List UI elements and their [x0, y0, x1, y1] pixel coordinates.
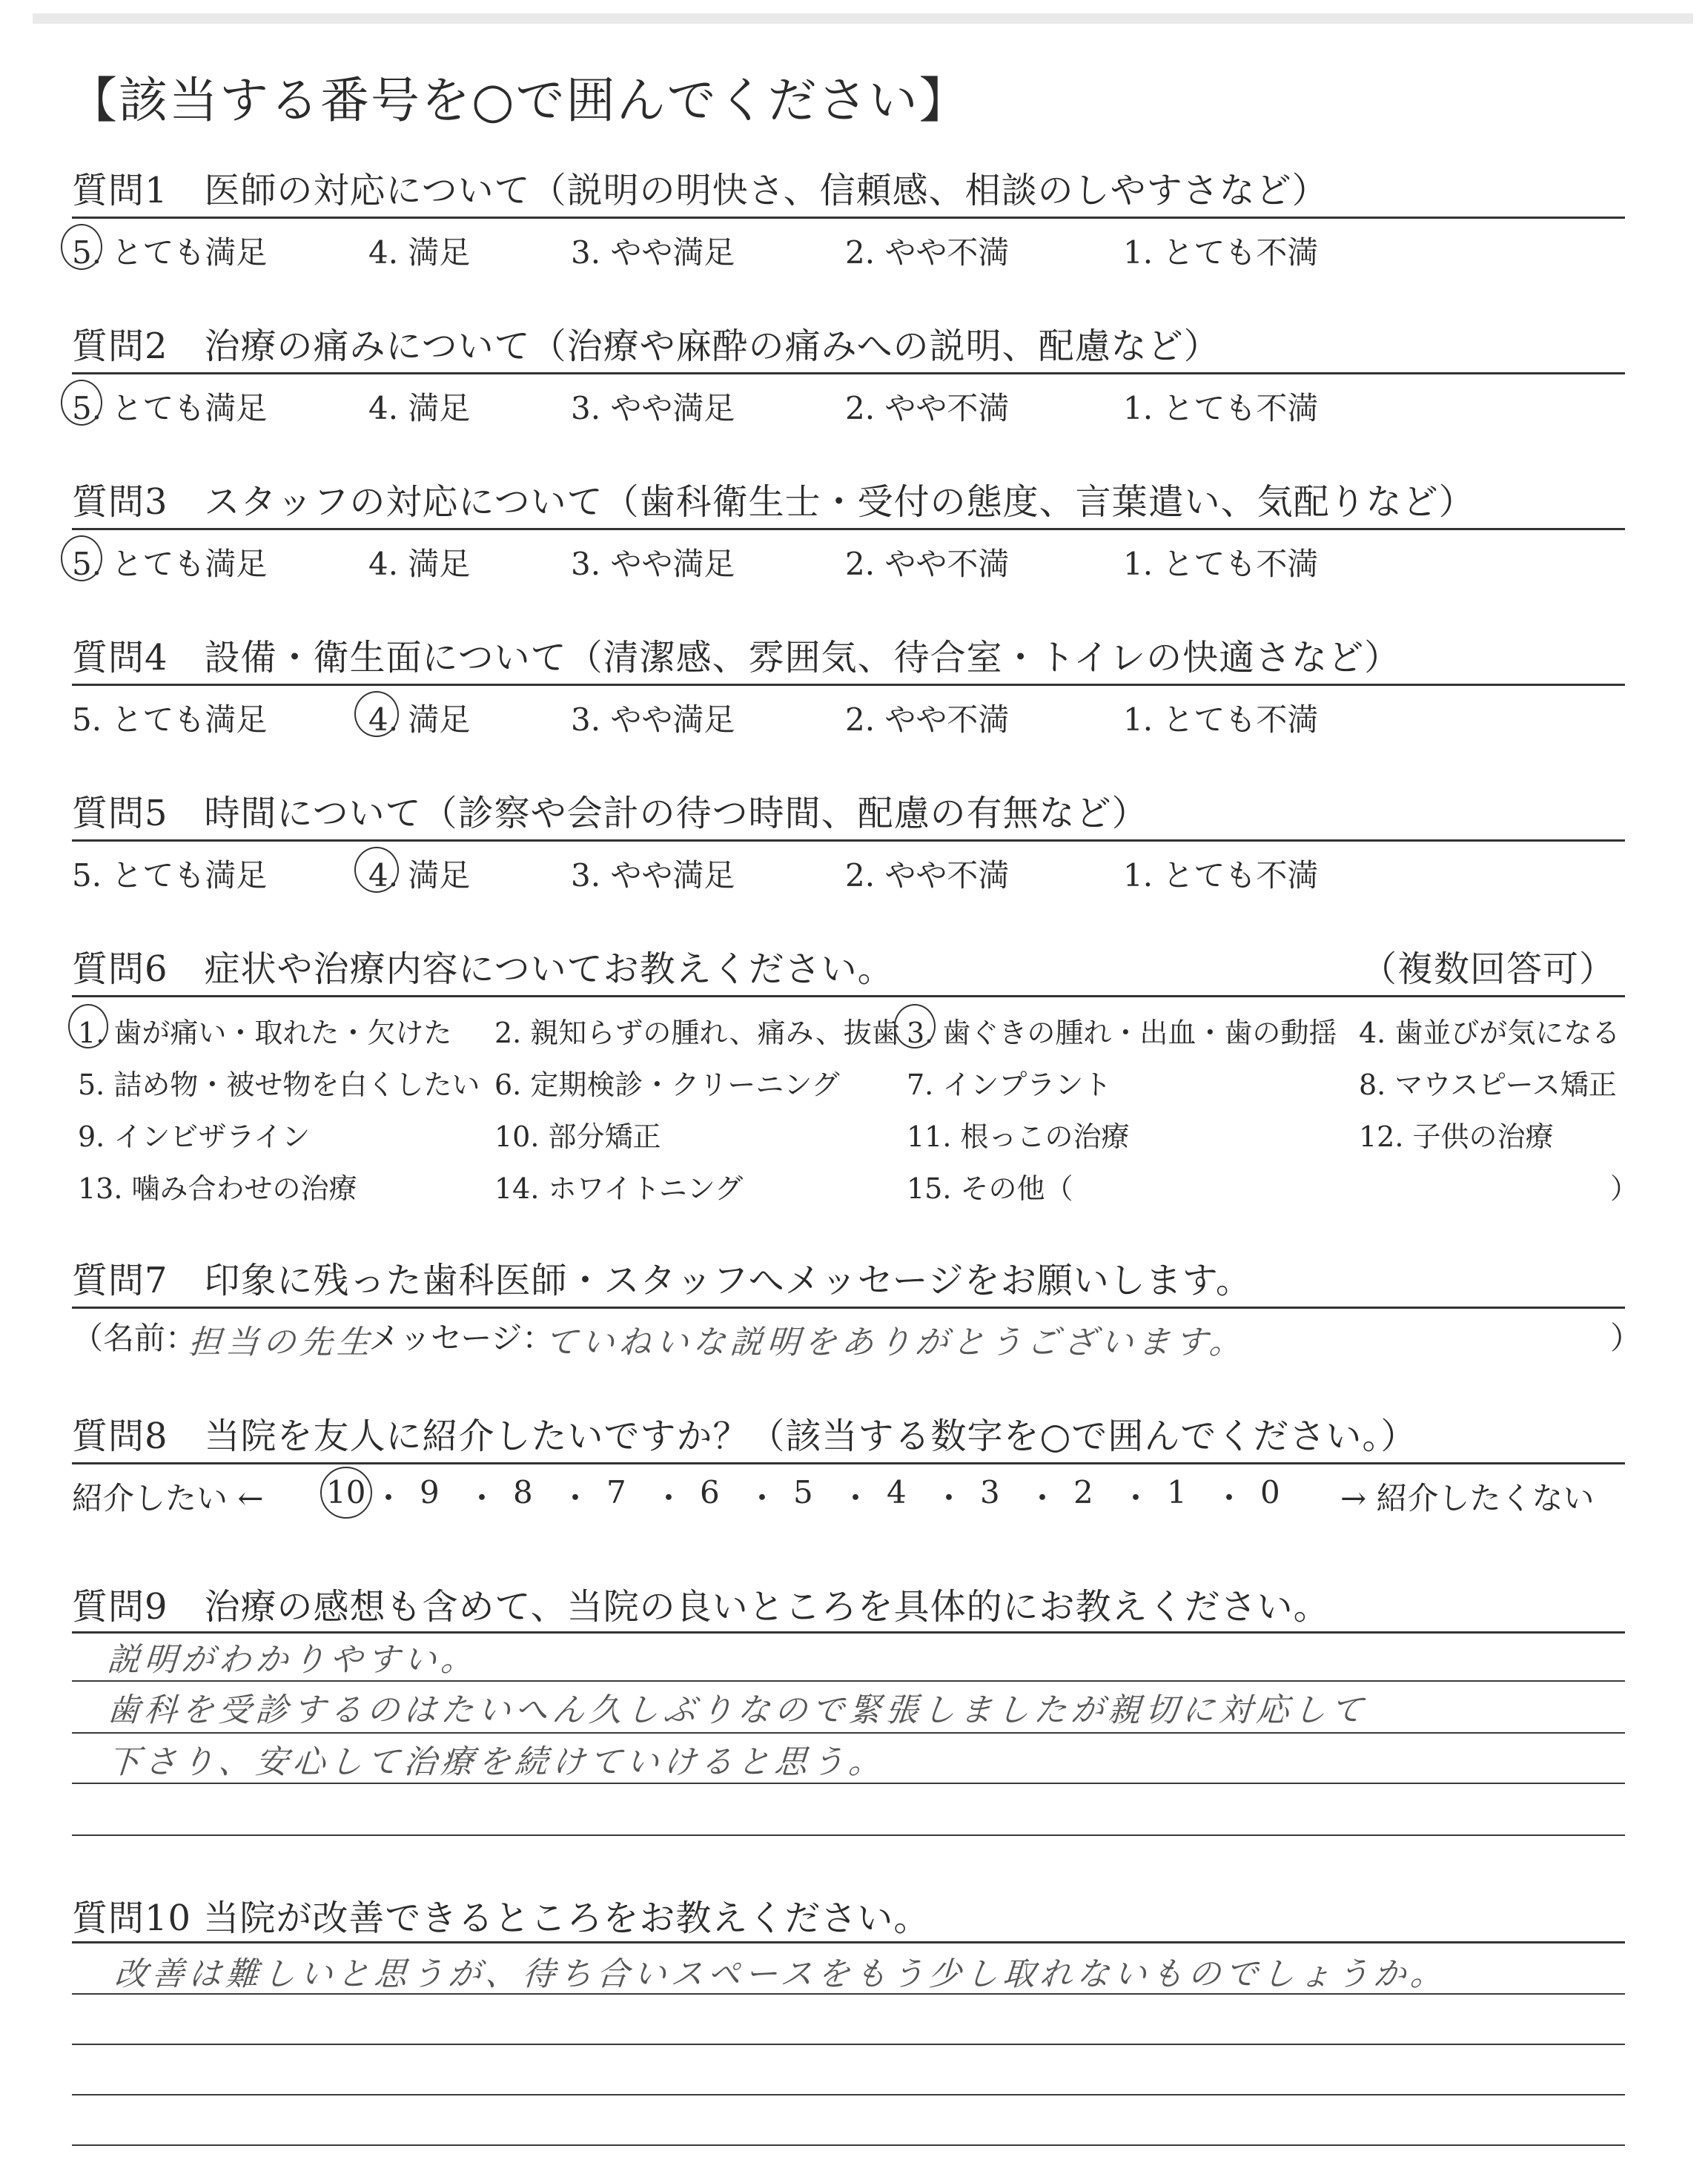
message-label: メッセージ： [368, 1320, 554, 1356]
divider [72, 1462, 1625, 1464]
scale-separator: ・ [933, 1480, 965, 1516]
scale-right-label: → 紹介したくない [1340, 1480, 1595, 1516]
scale-value-9[interactable]: 9 [420, 1474, 440, 1510]
scale-value-7[interactable]: 7 [606, 1474, 626, 1510]
divider [72, 372, 1625, 374]
scale-left-label: 紹介したい ← [72, 1480, 264, 1516]
q3-option-5[interactable]: 5. とても満足 [72, 546, 268, 582]
message-close: ） [1610, 1320, 1642, 1356]
q4-option-4[interactable]: 4. 満足 [368, 701, 471, 738]
scan-top-edge [33, 13, 1693, 24]
q2-option-5[interactable]: 5. とても満足 [72, 390, 268, 426]
q6-option-9[interactable]: 9. インビザライン [78, 1120, 311, 1153]
q3-option-2[interactable]: 2. やや不満 [845, 546, 1010, 582]
q1-option-5[interactable]: 5. とても満足 [72, 234, 268, 271]
scale-value-3[interactable]: 3 [980, 1474, 1000, 1510]
q9-answer-line-2[interactable]: 歯科を受診するのはたいへん久しぶりなので緊張しましたが親切に対応して [105, 1691, 1369, 1729]
scale-value-2[interactable]: 2 [1073, 1474, 1093, 1510]
divider [72, 1307, 1625, 1309]
question-4-label: 質問4 設備・衛生面について（清潔感、雰囲気、待合室・トイレの快適さなど） [72, 637, 1401, 678]
scale-separator: ・ [1214, 1480, 1245, 1516]
q5-option-2[interactable]: 2. やや不満 [845, 857, 1010, 894]
q6-option-13[interactable]: 13. 噛み合わせの治療 [78, 1172, 357, 1205]
question-6-label: 質問6 症状や治療内容についてお教えください。 [72, 948, 894, 990]
selection-circle [61, 380, 102, 426]
q1-option-4[interactable]: 4. 満足 [368, 234, 471, 271]
scale-separator: ・ [373, 1480, 405, 1516]
q6-option-2[interactable]: 2. 親知らずの腫れ、痛み、抜歯 [494, 1017, 900, 1049]
question-1-label: 質問1 医師の対応について（説明の明快さ、信頼感、相談のしやすさなど） [72, 170, 1328, 211]
divider [72, 217, 1625, 219]
q4-option-3[interactable]: 3. やや満足 [571, 701, 735, 738]
q6-option-12[interactable]: 12. 子供の治療 [1359, 1120, 1554, 1153]
q10-answer-line-1[interactable]: 改善は難しいと思うが、待ち合いスペースをもう少し取れないものでしょうか。 [113, 1955, 1449, 1993]
name-label: （名前： [72, 1320, 197, 1356]
q6-option-14[interactable]: 14. ホワイトニング [494, 1172, 744, 1205]
q6-option-8[interactable]: 8. マウスピース矯正 [1359, 1069, 1617, 1101]
selection-circle [354, 847, 399, 893]
q2-option-1[interactable]: 1. とても不満 [1123, 390, 1319, 426]
selection-circle [68, 1004, 108, 1048]
scale-separator: ・ [466, 1480, 498, 1516]
selection-circle [61, 535, 102, 581]
scale-value-6[interactable]: 6 [700, 1474, 720, 1510]
answer-line [72, 1834, 1625, 1836]
q6-option-11[interactable]: 11. 根っこの治療 [907, 1120, 1130, 1153]
divider [72, 839, 1625, 842]
q9-answer-line-3[interactable]: 下さり、安心して治療を続けていけると思う。 [105, 1743, 887, 1781]
scale-value-5[interactable]: 5 [793, 1474, 813, 1510]
q3-option-3[interactable]: 3. やや満足 [571, 546, 735, 582]
answer-line [72, 1680, 1625, 1682]
q3-option-1[interactable]: 1. とても不満 [1123, 546, 1319, 582]
question-9-label: 質問9 治療の感想も含めて、当院の良いところを具体的にお教えください。 [72, 1586, 1330, 1628]
question-6-note: （複数回答可） [1361, 948, 1616, 990]
q4-option-2[interactable]: 2. やや不満 [845, 701, 1010, 738]
answer-line [72, 1993, 1625, 1995]
divider [72, 1941, 1625, 1943]
q1-option-1[interactable]: 1. とても不満 [1123, 234, 1319, 271]
q6-option-15[interactable]: 15. その他（ [907, 1172, 1073, 1205]
q6-option-4[interactable]: 4. 歯並びが気になる [1359, 1017, 1621, 1049]
selection-circle [320, 1467, 372, 1519]
question-5-label: 質問5 時間について（診察や会計の待つ時間、配慮の有無など） [72, 793, 1148, 834]
question-8-label: 質問8 当院を友人に紹介したいですか？（該当する数字を○で囲んでください。） [72, 1416, 1417, 1457]
answer-line [72, 1783, 1625, 1784]
q4-option-1[interactable]: 1. とても不満 [1123, 701, 1319, 738]
q6-option-1[interactable]: 1. 歯が痛い・取れた・欠けた [78, 1017, 452, 1049]
scale-separator: ・ [747, 1480, 778, 1516]
divider [72, 528, 1625, 530]
q3-option-4[interactable]: 4. 満足 [368, 546, 471, 582]
scale-value-1[interactable]: 1 [1167, 1474, 1187, 1510]
answer-line [72, 2044, 1625, 2045]
scale-separator: ・ [840, 1480, 872, 1516]
question-2-label: 質問2 治療の痛みについて（治療や麻酔の痛みへの説明、配慮など） [72, 326, 1220, 367]
divider [72, 684, 1625, 686]
q6-option-5[interactable]: 5. 詰め物・被せ物を白くしたい [78, 1069, 480, 1101]
selection-circle [894, 1004, 936, 1048]
scale-value-10[interactable]: 10 [326, 1474, 366, 1510]
q6-option-3[interactable]: 3. 歯ぐきの腫れ・出血・歯の動揺 [907, 1017, 1337, 1049]
scale-value-8[interactable]: 8 [513, 1474, 533, 1510]
q5-option-3[interactable]: 3. やや満足 [571, 857, 735, 894]
scale-separator: ・ [653, 1480, 685, 1516]
answer-line [72, 2144, 1625, 2146]
q9-answer-line-1[interactable]: 説明がわかりやすい。 [105, 1641, 480, 1679]
scale-separator: ・ [560, 1480, 592, 1516]
q1-option-3[interactable]: 3. やや満足 [571, 234, 735, 271]
q6-option-7[interactable]: 7. インプラント [907, 1069, 1112, 1101]
q2-option-2[interactable]: 2. やや不満 [845, 390, 1010, 426]
q2-option-4[interactable]: 4. 満足 [368, 390, 471, 426]
scale-value-4[interactable]: 4 [887, 1474, 907, 1510]
q6-option-10[interactable]: 10. 部分矯正 [494, 1120, 661, 1153]
q4-option-5[interactable]: 5. とても満足 [72, 701, 268, 738]
q5-option-5[interactable]: 5. とても満足 [72, 857, 268, 894]
q5-option-1[interactable]: 1. とても不満 [1123, 857, 1319, 894]
selection-circle [61, 224, 102, 270]
message-handwritten[interactable]: ていねいな説明をありがとうございます。 [543, 1324, 1248, 1361]
scale-separator: ・ [1027, 1480, 1059, 1516]
name-handwritten[interactable]: 担当の先生 [187, 1324, 376, 1361]
question-3-label: 質問3 スタッフの対応について（歯科衛生士・受付の態度、言葉遣い、気配りなど） [72, 481, 1475, 523]
q2-option-3[interactable]: 3. やや満足 [571, 390, 735, 426]
answer-line [72, 2094, 1625, 2095]
divider [72, 995, 1625, 997]
scale-separator: ・ [1120, 1480, 1152, 1516]
q1-option-2[interactable]: 2. やや不満 [845, 234, 1010, 271]
q6-other-close: ） [1610, 1172, 1639, 1205]
q5-option-4[interactable]: 4. 満足 [368, 857, 471, 894]
question-7-label: 質問7 印象に残った歯科医師・スタッフへメッセージをお願いします。 [72, 1260, 1252, 1301]
answer-line [72, 1732, 1625, 1734]
scale-value-0[interactable]: 0 [1260, 1474, 1280, 1510]
page-title: 【該当する番号を○で囲んでください】 [68, 72, 970, 129]
selection-circle [354, 691, 399, 737]
q6-option-6[interactable]: 6. 定期検診・クリーニング [494, 1069, 840, 1101]
question-10-label: 質問10 当院が改善できるところをお教えください。 [72, 1898, 930, 1939]
